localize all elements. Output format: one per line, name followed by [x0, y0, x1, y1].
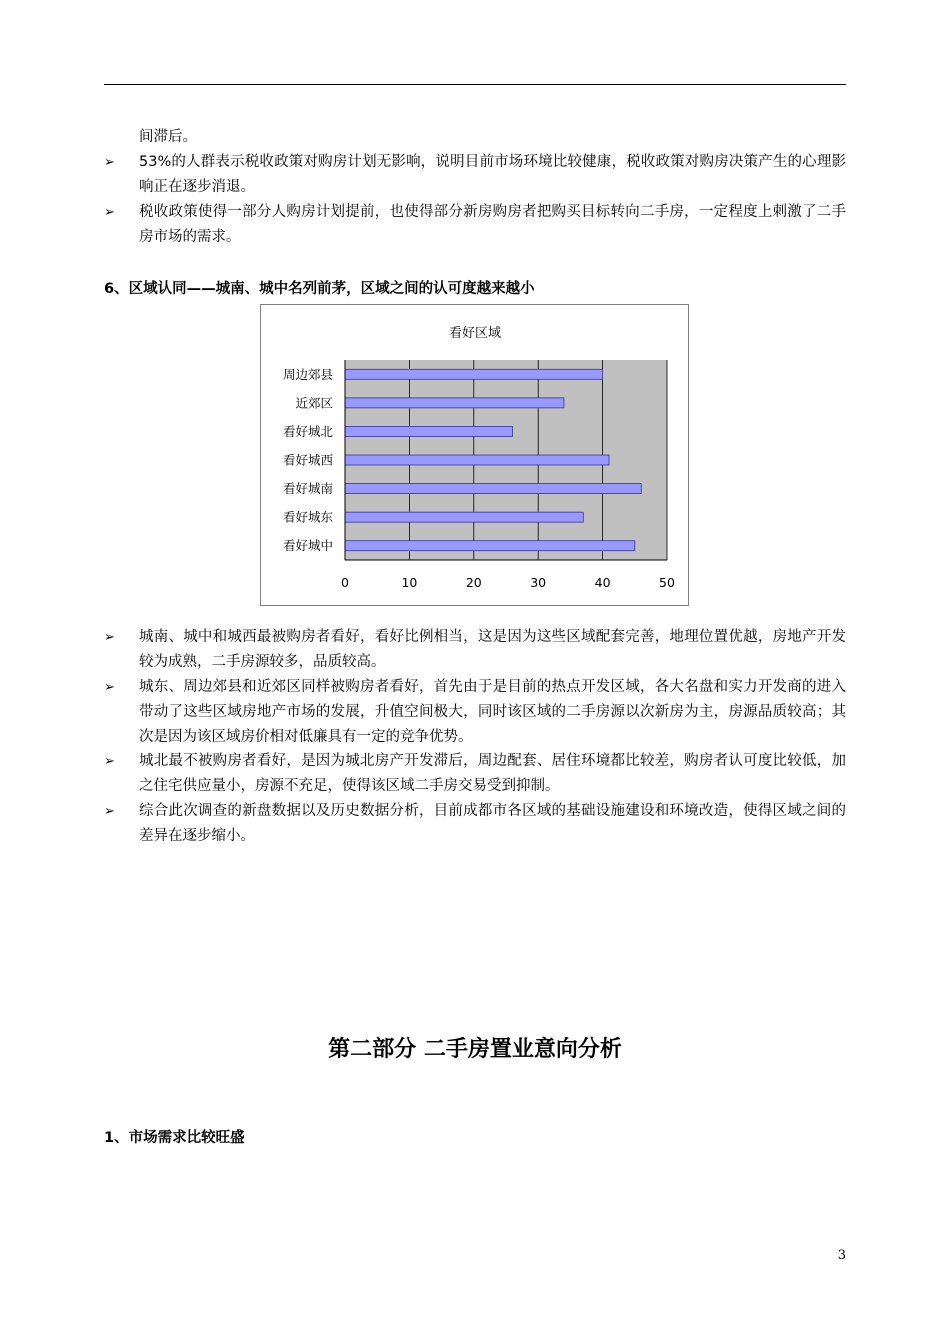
continuation-text: 间滞后。	[139, 129, 197, 145]
list-item	[104, 625, 846, 675]
bar	[345, 512, 583, 522]
list-item	[104, 675, 846, 750]
y-tick-label: 近郊区	[295, 395, 333, 411]
bar	[345, 426, 512, 436]
bullet-arrow-icon: ➢	[104, 804, 115, 819]
header-rule	[104, 84, 846, 85]
region-preference-chart	[260, 304, 689, 606]
section-heading: 1、市场需求比较旺盛	[104, 1130, 245, 1146]
bar	[345, 484, 641, 494]
bullet-arrow-icon: ➢	[104, 680, 115, 695]
list-item-text: 城东、周边郊县和近郊区同样被购房者看好，首先由于是目前的热点开发区域，各大名盘和实力开发商的进入带动了这些区域房地产市场的发展，升值空间极大，同时该区域的二手房源以次新房为主，房源品质较高；其次是因为该区域房价相对低廉具有一定的竞争优势。	[139, 679, 846, 745]
x-tick-label: 20	[465, 575, 482, 590]
bullet-arrow-icon: ➢	[104, 630, 115, 645]
list-item-text: 53%的人群表示税收政策对购房计划无影响，说明目前市场环境比较健康，税收政策对购房决策产生的心理影响正在逐步消退。	[139, 154, 846, 195]
bar	[345, 455, 609, 465]
list-item	[104, 799, 846, 849]
chart-title: 看好区域	[448, 326, 502, 341]
x-tick-label: 40	[594, 575, 611, 590]
bullet-arrow-icon: ➢	[104, 205, 115, 220]
page-number: 3	[837, 1248, 846, 1263]
x-tick-label: 30	[530, 575, 547, 590]
y-tick-label: 看好城西	[282, 452, 333, 468]
list-item-text: 综合此次调查的新盘数据以及历史数据分析，目前成都市各区域的基础设施建设和环境改造，使得区域之间的差异在逐步缩小。	[139, 803, 846, 844]
chart-canvas	[261, 305, 688, 605]
bullet-arrow-icon: ➢	[104, 754, 115, 769]
list-item-text: 城南、城中和城西最被购房者看好，看好比例相当，这是因为这些区域配套完善，地理位置优越，房地产开发较为成熟，二手房源较多，品质较高。	[139, 629, 846, 670]
y-tick-label: 看好城中	[282, 538, 333, 554]
bar	[345, 541, 635, 551]
list-item-text: 城北最不被购房者看好，是因为城北房产开发滞后，周边配套、居住环境都比较差，购房者认可度比较低，加之住宅供应量小，房源不充足，使得该区域二手房交易受到抑制。	[139, 753, 846, 794]
x-tick-label: 10	[401, 575, 418, 590]
y-tick-label: 周边郊县	[282, 366, 333, 382]
list-item	[104, 749, 846, 799]
list-item	[104, 150, 846, 200]
bar	[345, 369, 603, 379]
x-tick-label: 50	[659, 575, 675, 590]
y-tick-label: 看好城南	[282, 481, 333, 497]
x-tick-label: 0	[341, 575, 349, 590]
list-item-text: 税收政策使得一部分人购房计划提前，也使得部分新房购房者把购买目标转向二手房，一定程度上刺激了二手房市场的需求。	[139, 204, 846, 245]
section-heading: 6、区域认同——城南、城中名列前茅，区域之间的认可度越来越小	[104, 281, 535, 297]
bullet-arrow-icon: ➢	[104, 155, 115, 170]
bar	[345, 398, 564, 408]
list-item	[104, 200, 846, 250]
y-tick-label: 看好城北	[282, 423, 333, 439]
y-tick-label: 看好城东	[282, 509, 333, 525]
part-title: 第二部分 二手房置业意向分析	[328, 1037, 622, 1062]
